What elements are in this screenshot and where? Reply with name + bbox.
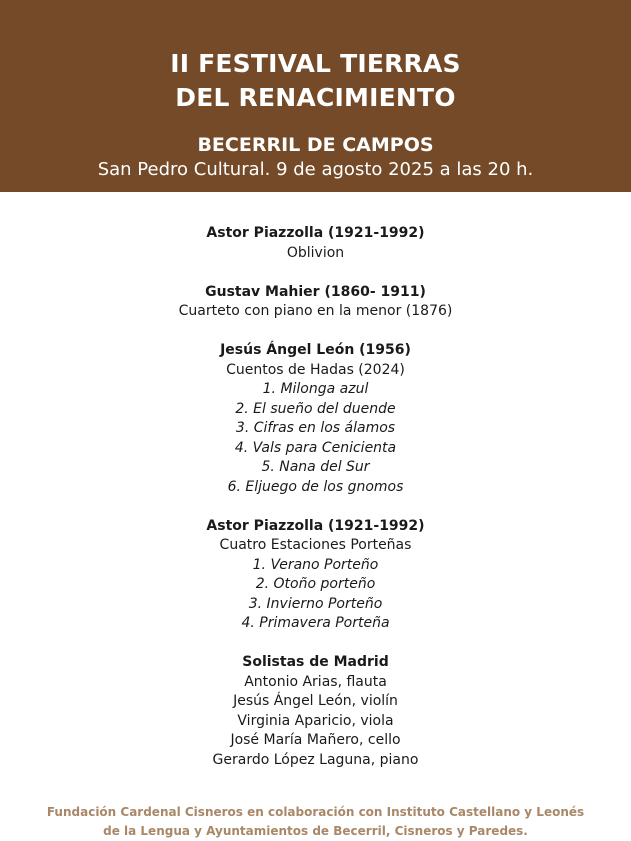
work-title: Cuarteto con piano en la menor (1876)	[178, 303, 453, 319]
footer-credits	[0, 803, 631, 841]
movement: 5. Nana del Sur	[261, 459, 370, 475]
program-piece-3	[0, 341, 631, 497]
composer: Gustav Mahier (1860- 1911)	[205, 283, 426, 300]
movement: 6. Eljuego de los gnomos	[227, 478, 404, 495]
ensemble-name: Solistas de Madrid	[242, 654, 389, 670]
ensemble-member: Antonio Arias, flauta	[244, 673, 387, 690]
work-title: Oblivion	[286, 244, 345, 261]
movement: 2. El sueño del duende	[235, 400, 396, 417]
program-piece-4	[0, 517, 631, 634]
movement: 1. Milonga azul	[262, 381, 369, 397]
composer: Jesús Ángel León (1956)	[220, 342, 411, 358]
festival-title	[0, 47, 631, 115]
program-piece-2	[0, 283, 631, 322]
movement: 3. Cifras en los álamos	[235, 420, 396, 436]
program-piece-1	[0, 224, 631, 263]
composer: Astor Piazzolla (1921-1992)	[206, 517, 425, 534]
ensemble-block	[0, 653, 631, 770]
header-banner	[0, 0, 631, 192]
ensemble-member: Gerardo López Laguna, piano	[212, 751, 419, 768]
movement: 4. Primavera Porteña	[241, 615, 390, 631]
work-title: Cuentos de Hadas (2024)	[226, 361, 405, 378]
footer-line-1: Fundación Cardenal Cisneros en colaboración con Instituto Castellano y Leonés	[46, 805, 585, 819]
town-name: BECERRIL DE CAMPOS	[197, 134, 434, 156]
festival-title-line-1: II FESTIVAL TIERRAS	[170, 49, 461, 78]
footer-line-2: de la Lengua y Ayuntamientos de Becerril, Cisneros y Paredes.	[103, 824, 528, 838]
concert-program	[0, 224, 631, 790]
movement: 3. Invierno Porteño	[248, 595, 383, 612]
movement: 1. Verano Porteño	[252, 556, 379, 573]
ensemble-member: José María Mañero, cello	[230, 732, 401, 748]
ensemble-member: Virginia Aparicio, viola	[237, 712, 394, 729]
movement: 2. Otoño porteño	[255, 576, 376, 592]
movement: 4. Vals para Cenicienta	[234, 439, 397, 456]
composer: Astor Piazzolla (1921-1992)	[206, 225, 425, 241]
ensemble-member: Jesús Ángel León, violín	[233, 693, 398, 709]
work-title: Cuatro Estaciones Porteñas	[219, 537, 412, 553]
festival-title-line-2: DEL RENACIMIENTO	[175, 83, 456, 112]
venue-date: San Pedro Cultural. 9 de agosto 2025 a las 20 h.	[97, 159, 534, 180]
